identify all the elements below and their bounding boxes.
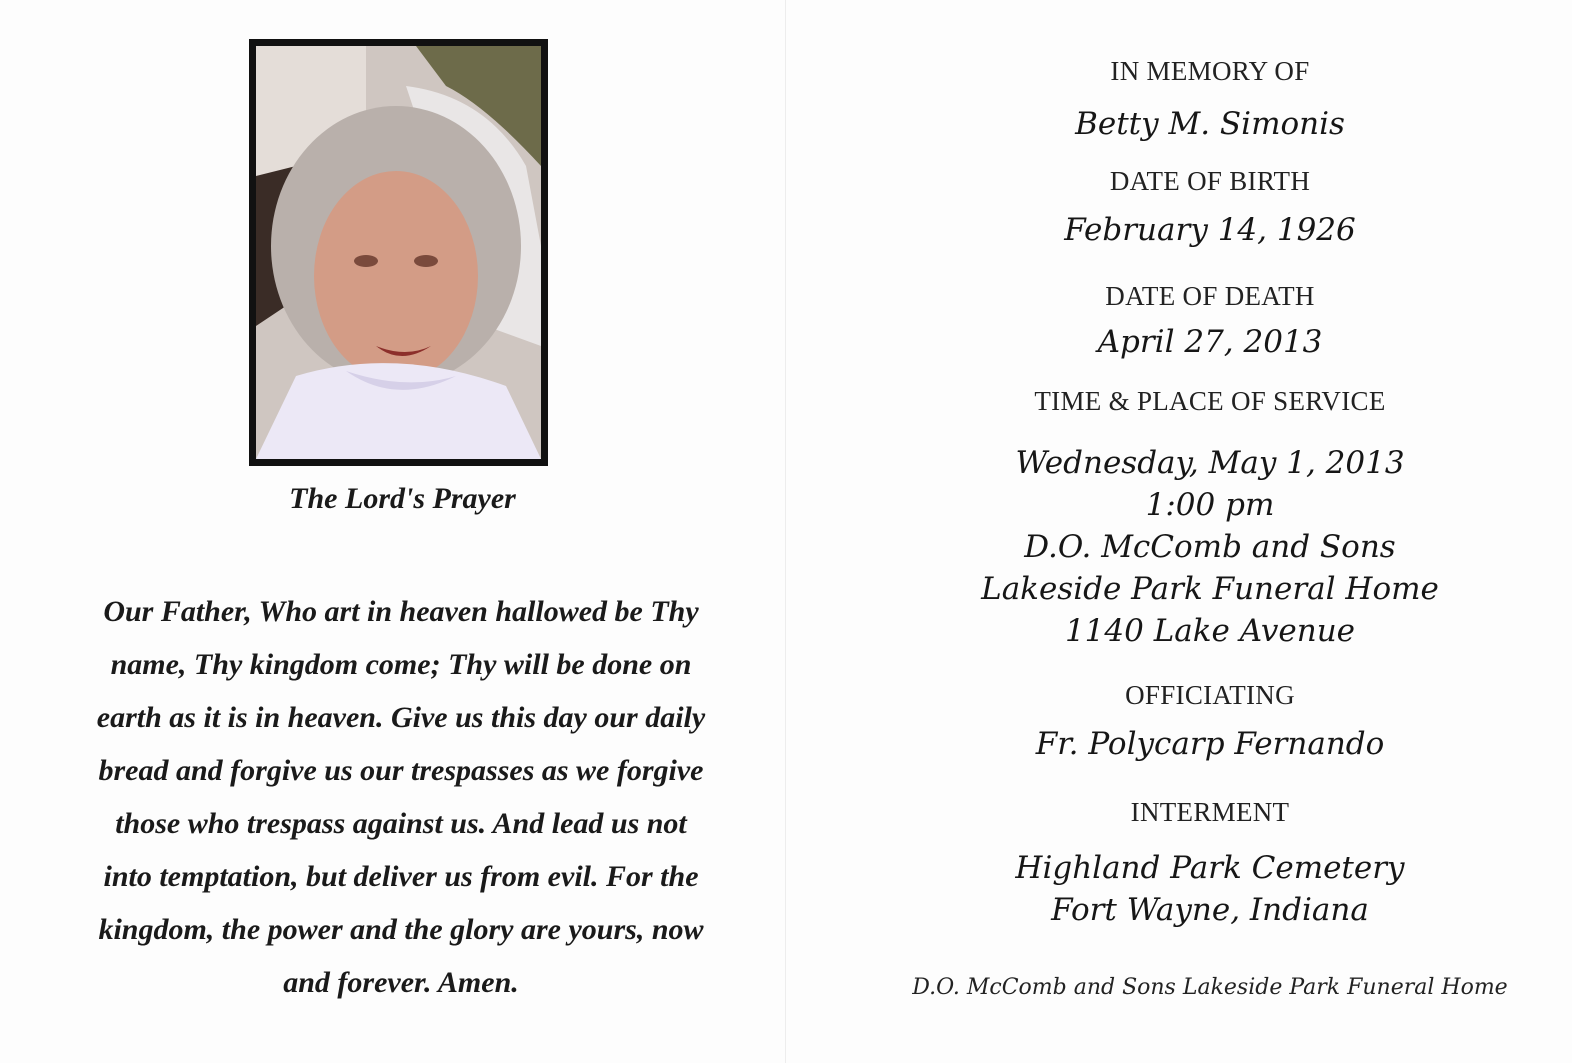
prayer-line: and forever. Amen. (283, 966, 519, 999)
birth-date: February 14, 1926 (1064, 212, 1356, 248)
service-line: D.O. McComb and Sons (1024, 529, 1396, 565)
funeral-home-footer: D.O. McComb and Sons Lakeside Park Funeral Home (912, 975, 1508, 1000)
interment-label: INTERMENT (1130, 797, 1290, 827)
prayer-line: name, Thy kingdom come; Thy will be done on (110, 648, 692, 681)
service-label: TIME & PLACE OF SERVICE (1034, 386, 1386, 416)
service-line: Lakeside Park Funeral Home (981, 571, 1439, 607)
deceased-name: Betty M. Simonis (1075, 106, 1345, 142)
service-info (900, 442, 1520, 652)
prayer-line: bread and forgive us our trespasses as we forgive (98, 754, 704, 787)
in-memory-label: IN MEMORY OF (1110, 56, 1310, 86)
interment-line: Highland Park Cemetery (1015, 850, 1405, 886)
death-date: April 27, 2013 (1097, 324, 1323, 360)
death-label: DATE OF DEATH (1105, 281, 1315, 311)
birth-label: DATE OF BIRTH (1109, 166, 1311, 196)
officiating-label: OFFICIATING (1125, 680, 1295, 710)
service-line: 1140 Lake Avenue (1064, 613, 1356, 649)
interment-info (900, 847, 1520, 931)
prayer-line: Our Father, Who art in heaven hallowed be Thy (103, 595, 699, 628)
prayer-body (28, 585, 774, 1009)
interment-line: Fort Wayne, Indiana (1051, 892, 1369, 928)
card-fold (785, 0, 786, 1063)
prayer-line: earth as it is in heaven. Give us this day our daily (96, 701, 706, 734)
officiant-name: Fr. Polycarp Fernando (1035, 726, 1385, 762)
prayer-line: those who trespass against us. And lead us not (115, 807, 687, 840)
portrait-frame (249, 39, 548, 466)
service-line: Wednesday, May 1, 2013 (1015, 445, 1405, 481)
prayer-line: kingdom, the power and the glory are yours, now (98, 913, 704, 946)
portrait-photo (256, 46, 541, 459)
prayer-title: The Lord's Prayer (289, 482, 516, 515)
portrait-illustration (256, 46, 541, 459)
service-line: 1:00 pm (1145, 487, 1275, 523)
prayer-line: into temptation, but deliver us from evil. For the (103, 860, 699, 893)
